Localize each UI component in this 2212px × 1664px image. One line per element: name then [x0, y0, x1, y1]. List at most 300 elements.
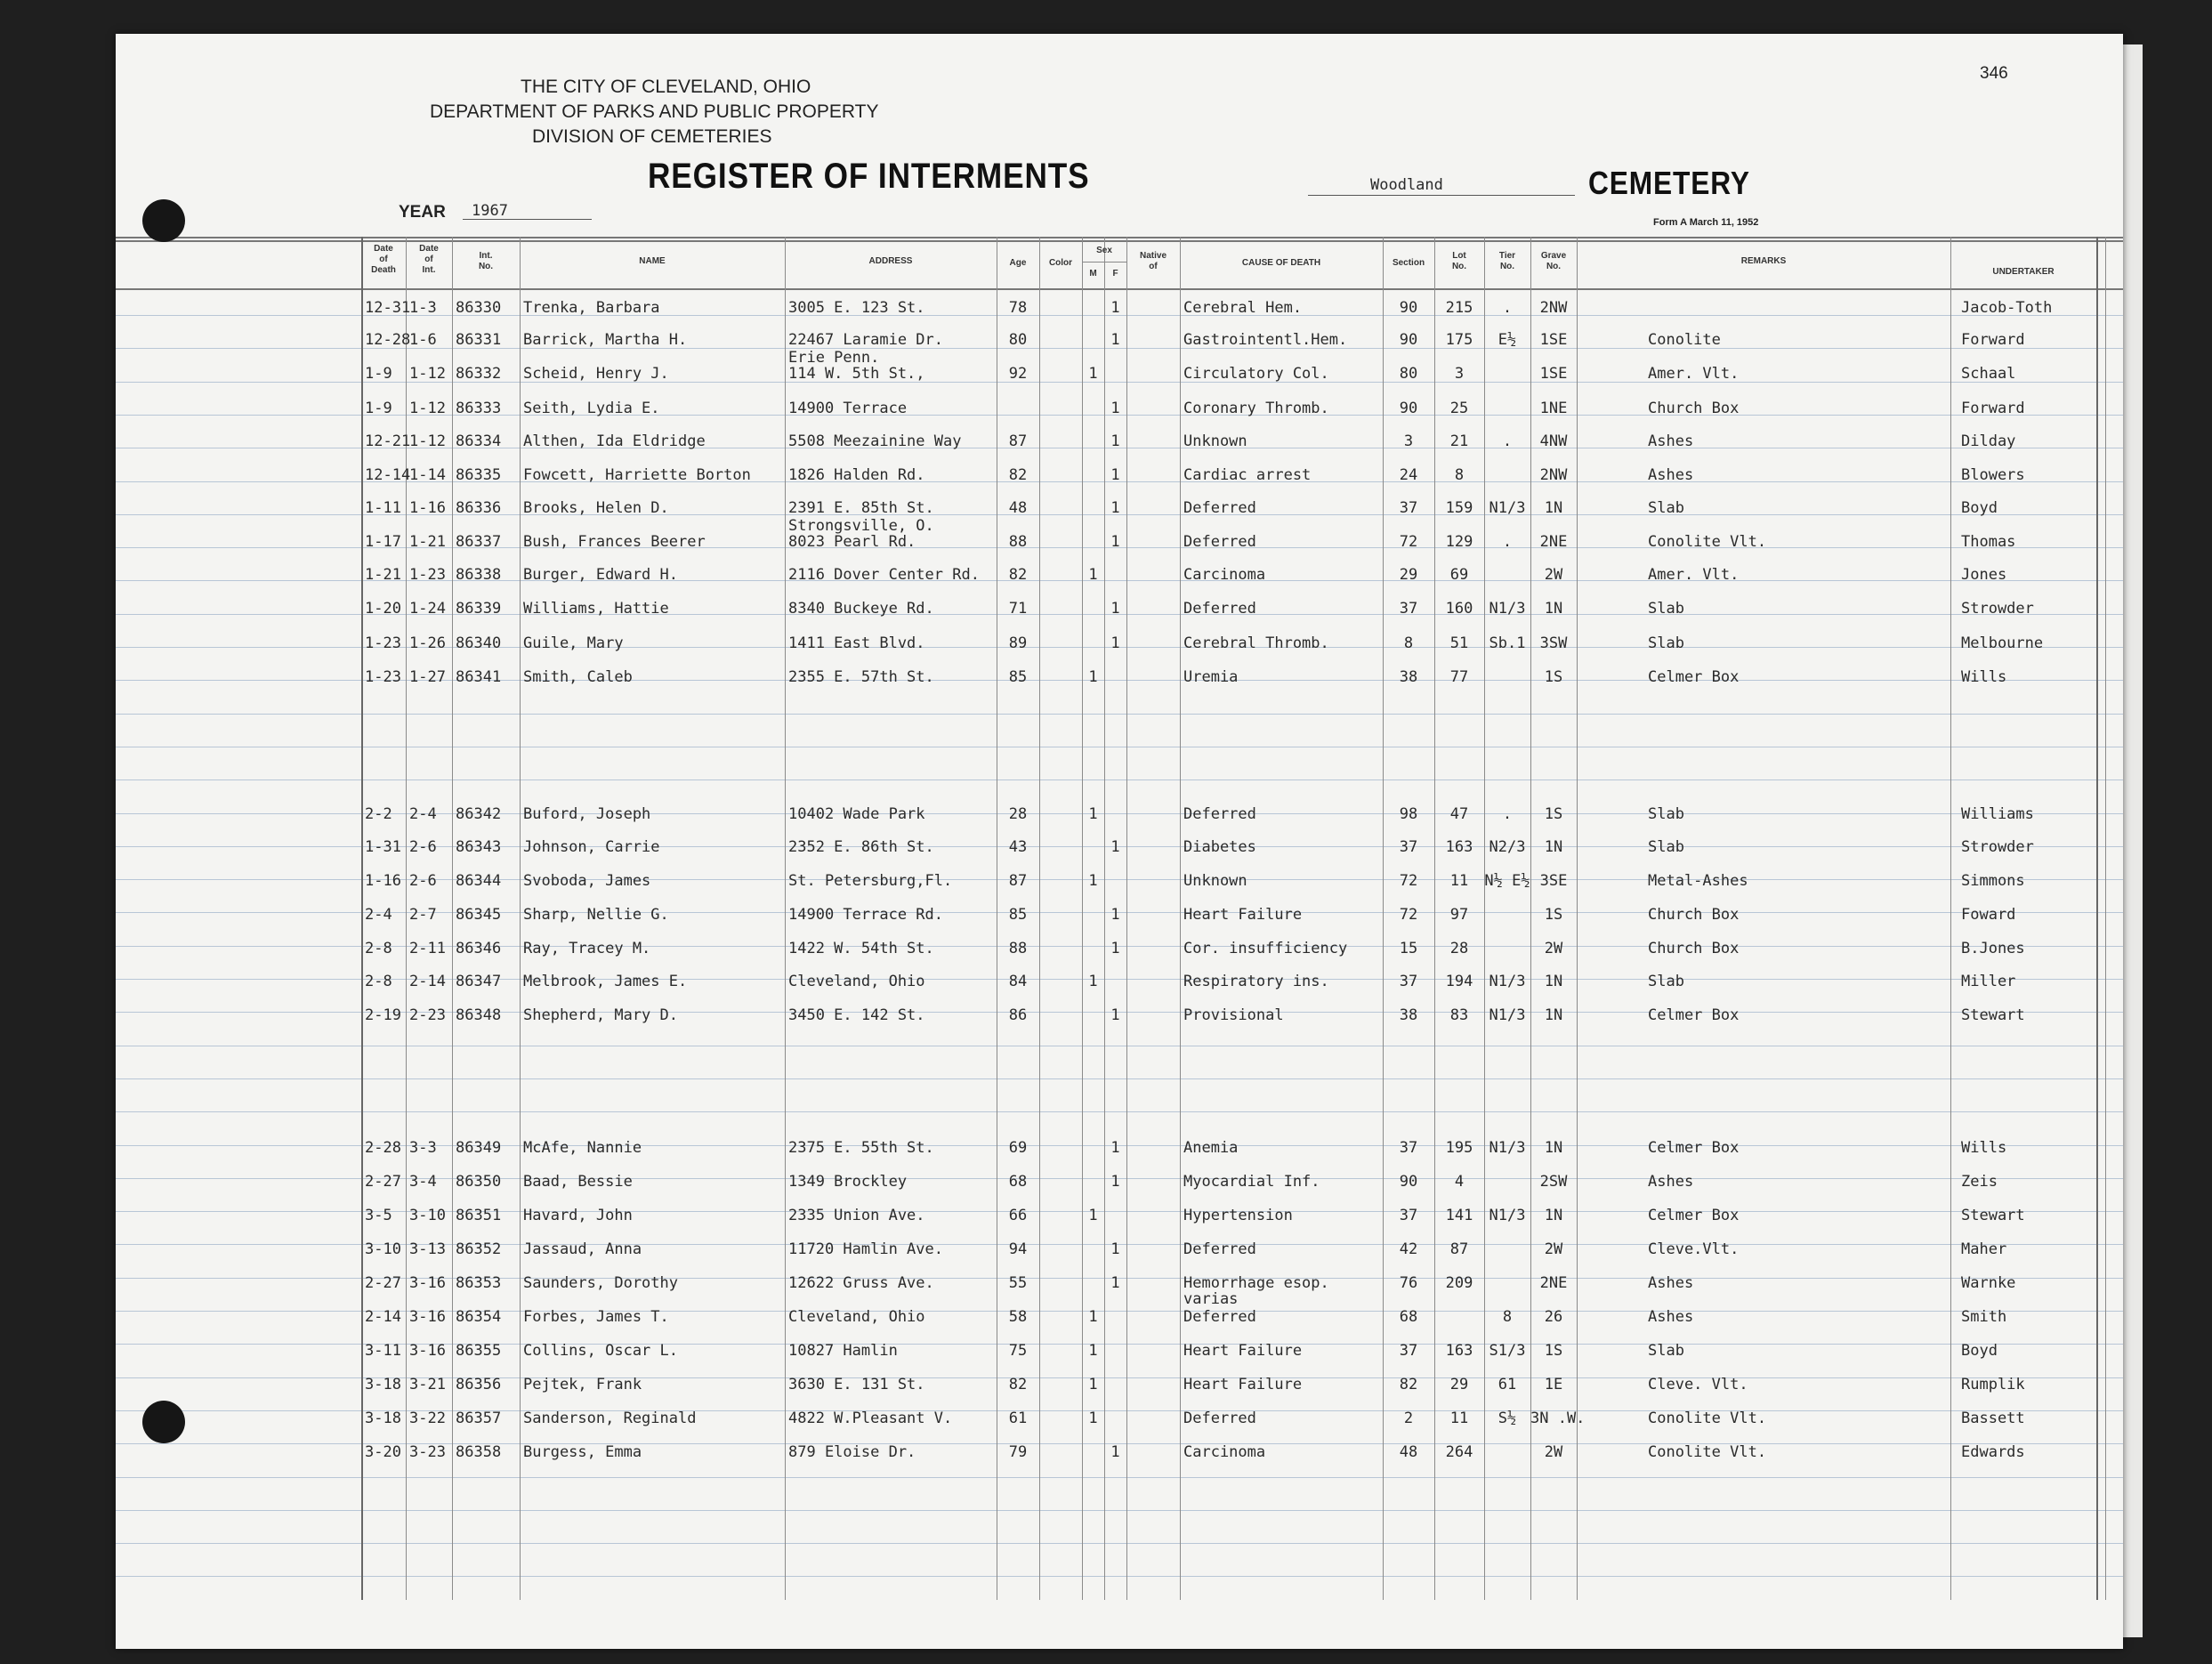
- record-lot: 194: [1445, 973, 1473, 990]
- record-int: 2-14: [409, 973, 446, 990]
- header-age: Age: [1009, 258, 1027, 268]
- record-tier: .: [1502, 533, 1513, 551]
- record-remarks: Conolite Vlt.: [1648, 533, 1767, 551]
- record-tier: S½: [1498, 1410, 1517, 1427]
- record-death: 3-5: [365, 1207, 392, 1224]
- record-section: 2: [1403, 1410, 1414, 1427]
- record-section: 90: [1399, 331, 1418, 349]
- record-undertaker: Stewart: [1961, 1006, 2025, 1024]
- record-remarks: Ashes: [1648, 1173, 1694, 1191]
- record-name: Barrick, Martha H.: [523, 331, 688, 349]
- register-sheet: [116, 34, 2123, 1649]
- record-tier: S1/3: [1489, 1342, 1526, 1360]
- record-undertaker: Smith: [1961, 1308, 2007, 1326]
- record-age: 92: [1008, 365, 1028, 383]
- record-no: 86353: [456, 1274, 502, 1292]
- record-int: 2-7: [409, 906, 437, 924]
- record-name: Johnson, Carrie: [523, 838, 660, 856]
- record-section: 42: [1399, 1240, 1418, 1258]
- record-f: 1: [1110, 466, 1120, 484]
- record-lot: 47: [1449, 805, 1469, 823]
- record-tier: N1/3: [1489, 499, 1526, 517]
- record-m: 1: [1088, 1308, 1098, 1326]
- record-address: 2116 Dover Center Rd.: [788, 566, 980, 584]
- record-int: 3-22: [409, 1410, 446, 1427]
- record-remarks: Celmer Box: [1648, 1006, 1740, 1024]
- record-section: 48: [1399, 1443, 1418, 1461]
- record-cause: Carcinoma: [1183, 1443, 1266, 1461]
- record-lot: 29: [1449, 1376, 1469, 1393]
- record-f: 1: [1110, 906, 1120, 924]
- record-death: 1-16: [365, 872, 401, 890]
- record-death: 12-31: [365, 299, 411, 317]
- record-undertaker: Dilday: [1961, 432, 2016, 450]
- record-grave: 1SE: [1539, 331, 1568, 349]
- record-no: 86330: [456, 299, 502, 317]
- record-address: 114 W. 5th St.,: [788, 365, 925, 383]
- record-section: 38: [1399, 668, 1418, 686]
- column-rule: [1577, 237, 1578, 1600]
- record-death: 1-11: [365, 499, 401, 517]
- record-address2: Erie Penn.: [788, 349, 880, 367]
- record-cause: Heart Failure: [1183, 906, 1303, 924]
- record-remarks: Metal-Ashes: [1648, 872, 1748, 890]
- record-m: 1: [1088, 1342, 1098, 1360]
- record-no: 86348: [456, 1006, 502, 1024]
- record-name: Collins, Oscar L.: [523, 1342, 678, 1360]
- record-grave: 1N: [1544, 600, 1563, 618]
- record-no: 86343: [456, 838, 502, 856]
- record-f: 1: [1110, 331, 1120, 349]
- record-address: 2375 E. 55th St.: [788, 1139, 934, 1157]
- record-undertaker: Wills: [1961, 668, 2007, 686]
- ledger-rule: [116, 1543, 2123, 1544]
- record-address: 10402 Wade Park: [788, 805, 925, 823]
- record-cause: Heart Failure: [1183, 1342, 1303, 1360]
- record-remarks: Conolite: [1648, 331, 1721, 349]
- record-grave: 1N: [1544, 499, 1563, 517]
- header-tier-no: Tier No.: [1498, 251, 1516, 271]
- record-name: Burger, Edward H.: [523, 566, 678, 584]
- record-section: 72: [1399, 872, 1418, 890]
- record-cause: Hemorrhage esop.: [1183, 1274, 1329, 1292]
- record-death: 1-17: [365, 533, 401, 551]
- record-undertaker: Foward: [1961, 906, 2016, 924]
- record-lot: 163: [1445, 1342, 1473, 1360]
- record-remarks: Celmer Box: [1648, 668, 1740, 686]
- record-section: 38: [1399, 1006, 1418, 1024]
- record-section: 37: [1399, 499, 1418, 517]
- record-section: 37: [1399, 1139, 1418, 1157]
- record-cause: Deferred: [1183, 805, 1256, 823]
- record-grave: 2NW: [1539, 299, 1568, 317]
- record-name: Ray, Tracey M.: [523, 940, 651, 957]
- record-section: 3: [1403, 432, 1414, 450]
- record-undertaker: Blowers: [1961, 466, 2025, 484]
- record-death: 3-11: [365, 1342, 401, 1360]
- record-section: 72: [1399, 906, 1418, 924]
- record-f: 1: [1110, 299, 1120, 317]
- record-age: 75: [1008, 1342, 1028, 1360]
- record-section: 37: [1399, 1342, 1418, 1360]
- record-remarks: Cleve.Vlt.: [1648, 1240, 1740, 1258]
- record-tier: Sb.1: [1489, 634, 1526, 652]
- record-lot: 87: [1449, 1240, 1469, 1258]
- record-name: Buford, Joseph: [523, 805, 651, 823]
- record-age: 68: [1008, 1173, 1028, 1191]
- record-f: 1: [1110, 1006, 1120, 1024]
- record-remarks: Church Box: [1648, 400, 1740, 417]
- record-no: 86356: [456, 1376, 502, 1393]
- cemetery-name: Woodland: [1370, 176, 1443, 194]
- record-remarks: Conolite Vlt.: [1648, 1443, 1767, 1461]
- record-f: 1: [1110, 1139, 1120, 1157]
- ledger-rule: [116, 1477, 2123, 1478]
- record-address: 14900 Terrace Rd.: [788, 906, 943, 924]
- record-no: 86346: [456, 940, 502, 957]
- record-age: 94: [1008, 1240, 1028, 1258]
- column-rule: [1082, 237, 1083, 1600]
- record-lot: 51: [1449, 634, 1469, 652]
- record-no: 86332: [456, 365, 502, 383]
- record-no: 86358: [456, 1443, 502, 1461]
- record-remarks: Slab: [1648, 973, 1684, 990]
- punch-hole-top: [142, 199, 185, 242]
- column-rule: [1126, 237, 1127, 1600]
- record-section: 24: [1399, 466, 1418, 484]
- record-age: 55: [1008, 1274, 1028, 1292]
- record-death: 3-20: [365, 1443, 401, 1461]
- record-remarks: Slab: [1648, 838, 1684, 856]
- record-lot: 159: [1445, 499, 1473, 517]
- record-section: 90: [1399, 1173, 1418, 1191]
- ledger-rule: [116, 779, 2123, 780]
- record-grave: 2W: [1544, 1240, 1563, 1258]
- record-lot: 129: [1445, 533, 1473, 551]
- header-section: Section: [1392, 258, 1425, 268]
- record-age: 28: [1008, 805, 1028, 823]
- record-death: 2-14: [365, 1308, 401, 1326]
- record-cause: Deferred: [1183, 600, 1256, 618]
- record-int: 1-3: [409, 299, 437, 317]
- record-name: Baad, Bessie: [523, 1173, 633, 1191]
- record-section: 76: [1399, 1274, 1418, 1292]
- record-age: 88: [1008, 533, 1028, 551]
- record-int: 1-16: [409, 499, 446, 517]
- record-address: Cleveland, Ohio: [788, 1308, 925, 1326]
- record-grave: 2W: [1544, 566, 1563, 584]
- record-grave: 1N: [1544, 973, 1563, 990]
- record-address: 11720 Hamlin Ave.: [788, 1240, 943, 1258]
- record-death: 1-21: [365, 566, 401, 584]
- record-grave: 1S: [1544, 668, 1563, 686]
- record-age: 80: [1008, 331, 1028, 349]
- record-cause: Deferred: [1183, 1240, 1256, 1258]
- record-death: 12-14: [365, 466, 411, 484]
- record-grave: 1N: [1544, 838, 1563, 856]
- record-address: 5508 Meezainine Way: [788, 432, 962, 450]
- record-age: 89: [1008, 634, 1028, 652]
- page-number: 346: [1980, 64, 2008, 83]
- header-native-of: Native of: [1139, 251, 1167, 271]
- sex-subheader-rule: [1082, 262, 1126, 263]
- record-remarks: Ashes: [1648, 1308, 1694, 1326]
- form-note: Form A March 11, 1952: [1653, 217, 1759, 228]
- record-int: 3-23: [409, 1443, 446, 1461]
- record-f: 1: [1110, 1173, 1120, 1191]
- record-death: 2-27: [365, 1173, 401, 1191]
- record-name: Pejtek, Frank: [523, 1376, 642, 1393]
- record-no: 86336: [456, 499, 502, 517]
- record-address: 8340 Buckeye Rd.: [788, 600, 934, 618]
- record-int: 3-21: [409, 1376, 446, 1393]
- ledger-rule: [116, 1111, 2123, 1112]
- record-section: 80: [1399, 365, 1418, 383]
- record-lot: 11: [1449, 1410, 1469, 1427]
- record-section: 37: [1399, 1207, 1418, 1224]
- record-age: 71: [1008, 600, 1028, 618]
- record-int: 2-6: [409, 838, 437, 856]
- record-no: 86334: [456, 432, 502, 450]
- record-lot: 195: [1445, 1139, 1473, 1157]
- record-name: Brooks, Helen D.: [523, 499, 669, 517]
- record-tier: .: [1502, 805, 1513, 823]
- record-address: 4822 W.Pleasant V.: [788, 1410, 953, 1427]
- record-no: 86350: [456, 1173, 502, 1191]
- record-name: Althen, Ida Eldridge: [523, 432, 706, 450]
- record-int: 3-16: [409, 1308, 446, 1326]
- record-lot: 163: [1445, 838, 1473, 856]
- record-undertaker: Zeis: [1961, 1173, 1998, 1191]
- header-sex-m: M: [1089, 269, 1097, 279]
- record-lot: 175: [1445, 331, 1473, 349]
- record-no: 86344: [456, 872, 502, 890]
- record-no: 86341: [456, 668, 502, 686]
- record-m: 1: [1088, 1410, 1098, 1427]
- record-remarks: Church Box: [1648, 906, 1740, 924]
- record-undertaker: Melbourne: [1961, 634, 2044, 652]
- record-grave: 1N: [1544, 1139, 1563, 1157]
- record-name: Svoboda, James: [523, 872, 651, 890]
- record-name: Shepherd, Mary D.: [523, 1006, 678, 1024]
- header-name: NAME: [639, 256, 666, 266]
- record-int: 1-6: [409, 331, 437, 349]
- record-lot: 97: [1449, 906, 1469, 924]
- record-int: 1-24: [409, 600, 446, 618]
- ledger-rule: [116, 714, 2123, 715]
- record-grave: 2W: [1544, 1443, 1563, 1461]
- record-death: 2-27: [365, 1274, 401, 1292]
- record-m: 1: [1088, 805, 1098, 823]
- record-name: Burgess, Emma: [523, 1443, 642, 1461]
- record-lot: 25: [1449, 400, 1469, 417]
- record-cause: Deferred: [1183, 499, 1256, 517]
- header-int-no: Int. No.: [478, 251, 494, 271]
- year-label: YEAR: [399, 203, 446, 222]
- record-tier: N½ E½: [1484, 872, 1530, 890]
- record-name: Scheid, Henry J.: [523, 365, 669, 383]
- record-remarks: Cleve. Vlt.: [1648, 1376, 1748, 1393]
- record-undertaker: Jones: [1961, 566, 2007, 584]
- record-int: 1-12: [409, 432, 446, 450]
- record-name: Smith, Caleb: [523, 668, 633, 686]
- record-int: 1-27: [409, 668, 446, 686]
- record-cause: Deferred: [1183, 1410, 1256, 1427]
- record-no: 86349: [456, 1139, 502, 1157]
- record-section: 82: [1399, 1376, 1418, 1393]
- record-int: 1-26: [409, 634, 446, 652]
- record-cause: Heart Failure: [1183, 1376, 1303, 1393]
- record-lot: 4: [1454, 1173, 1465, 1191]
- record-section: 37: [1399, 973, 1418, 990]
- record-grave: 1E: [1544, 1376, 1563, 1393]
- record-name: Fowcett, Harriette Borton: [523, 466, 751, 484]
- ledger-rule: [116, 1078, 2123, 1079]
- record-grave: 1N: [1544, 1207, 1563, 1224]
- record-f: 1: [1110, 400, 1120, 417]
- record-remarks: Slab: [1648, 600, 1684, 618]
- record-lot: 3: [1454, 365, 1465, 383]
- record-remarks: Ashes: [1648, 466, 1694, 484]
- record-cause: Cerebral Thromb.: [1183, 634, 1329, 652]
- record-grave: 2NW: [1539, 466, 1568, 484]
- record-name: McAfe, Nannie: [523, 1139, 642, 1157]
- column-rule: [520, 237, 521, 1600]
- record-no: 86345: [456, 906, 502, 924]
- record-grave: 1S: [1544, 906, 1563, 924]
- record-cause: Diabetes: [1183, 838, 1256, 856]
- record-address: 1349 Brockley: [788, 1173, 908, 1191]
- record-cause: Unknown: [1183, 432, 1247, 450]
- record-m: 1: [1088, 668, 1098, 686]
- record-no: 86335: [456, 466, 502, 484]
- header-grave-no: Grave No.: [1540, 251, 1567, 271]
- record-grave: 1SE: [1539, 365, 1568, 383]
- record-f: 1: [1110, 1274, 1120, 1292]
- record-int: 3-4: [409, 1173, 437, 1191]
- record-lot: 160: [1445, 600, 1473, 618]
- record-cause2: varias: [1183, 1290, 1239, 1308]
- record-address: 2355 E. 57th St.: [788, 668, 934, 686]
- record-address: 3630 E. 131 St.: [788, 1376, 925, 1393]
- record-section: 90: [1399, 400, 1418, 417]
- record-address: 3450 E. 142 St.: [788, 1006, 925, 1024]
- record-f: 1: [1110, 600, 1120, 618]
- column-rule-margin: [2105, 237, 2106, 1600]
- record-int: 3-3: [409, 1139, 437, 1157]
- record-no: 86331: [456, 331, 502, 349]
- record-undertaker: Boyd: [1961, 1342, 1998, 1360]
- record-age: 43: [1008, 838, 1028, 856]
- record-remarks: Conolite Vlt.: [1648, 1410, 1767, 1427]
- record-age: 87: [1008, 432, 1028, 450]
- record-section: 98: [1399, 805, 1418, 823]
- record-undertaker: Strowder: [1961, 838, 2034, 856]
- record-undertaker: Simmons: [1961, 872, 2025, 890]
- record-death: 12-28: [365, 331, 411, 349]
- record-int: 2-11: [409, 940, 446, 957]
- record-death: 2-8: [365, 940, 392, 957]
- record-grave: 26: [1544, 1308, 1563, 1326]
- record-death: 2-4: [365, 906, 392, 924]
- record-lot: 83: [1449, 1006, 1469, 1024]
- record-death: 3-10: [365, 1240, 401, 1258]
- record-grave: 2SW: [1539, 1173, 1568, 1191]
- record-age: 87: [1008, 872, 1028, 890]
- record-death: 2-28: [365, 1139, 401, 1157]
- record-remarks: Church Box: [1648, 940, 1740, 957]
- record-remarks: Amer. Vlt.: [1648, 365, 1740, 383]
- header-date-of-death: Date of Death: [371, 244, 396, 275]
- record-section: 68: [1399, 1308, 1418, 1326]
- record-address: 14900 Terrace: [788, 400, 908, 417]
- record-death: 2-8: [365, 973, 392, 990]
- record-m: 1: [1088, 973, 1098, 990]
- record-no: 86347: [456, 973, 502, 990]
- record-grave: 3SW: [1539, 634, 1568, 652]
- record-age: 88: [1008, 940, 1028, 957]
- record-age: 66: [1008, 1207, 1028, 1224]
- record-age: 82: [1008, 566, 1028, 584]
- record-tier: E½: [1498, 331, 1517, 349]
- record-section: 72: [1399, 533, 1418, 551]
- header-sex-f: F: [1112, 269, 1118, 279]
- record-grave: 4NW: [1539, 432, 1568, 450]
- record-cause: Myocardial Inf.: [1183, 1173, 1320, 1191]
- record-name: Havard, John: [523, 1207, 633, 1224]
- record-name: Sharp, Nellie G.: [523, 906, 669, 924]
- record-remarks: Celmer Box: [1648, 1139, 1740, 1157]
- record-tier: 8: [1502, 1308, 1513, 1326]
- record-age: 82: [1008, 1376, 1028, 1393]
- record-tier: N1/3: [1489, 973, 1526, 990]
- department-heading: DEPARTMENT OF PARKS AND PUBLIC PROPERTY: [430, 101, 879, 122]
- column-rule: [785, 237, 786, 1600]
- record-grave: 3N .W.: [1530, 1410, 1586, 1427]
- ledger-rule: [116, 1576, 2123, 1577]
- ledger-rule: [116, 1510, 2123, 1511]
- record-address: 1826 Halden Rd.: [788, 466, 925, 484]
- record-f: 1: [1110, 1240, 1120, 1258]
- record-f: 1: [1110, 838, 1120, 856]
- record-no: 86355: [456, 1342, 502, 1360]
- record-death: 1-31: [365, 838, 401, 856]
- record-death: 1-20: [365, 600, 401, 618]
- record-tier: 61: [1498, 1376, 1517, 1393]
- record-no: 86338: [456, 566, 502, 584]
- record-int: 1-12: [409, 365, 446, 383]
- record-undertaker: Boyd: [1961, 499, 1998, 517]
- record-name: Saunders, Dorothy: [523, 1274, 678, 1292]
- grid-top-rule: [116, 237, 2123, 238]
- record-undertaker: Maher: [1961, 1240, 2007, 1258]
- record-no: 86340: [456, 634, 502, 652]
- record-address: 3005 E. 123 St.: [788, 299, 925, 317]
- record-age: 48: [1008, 499, 1028, 517]
- record-name: Trenka, Barbara: [523, 299, 660, 317]
- record-undertaker: Jacob-Toth: [1961, 299, 2053, 317]
- record-remarks: Slab: [1648, 805, 1684, 823]
- record-f: 1: [1110, 634, 1120, 652]
- record-no: 86354: [456, 1308, 502, 1326]
- record-death: 1-23: [365, 634, 401, 652]
- record-no: 86339: [456, 600, 502, 618]
- record-age: 78: [1008, 299, 1028, 317]
- record-undertaker: Schaal: [1961, 365, 2016, 383]
- record-name: Williams, Hattie: [523, 600, 669, 618]
- record-remarks: Ashes: [1648, 432, 1694, 450]
- record-age: 85: [1008, 668, 1028, 686]
